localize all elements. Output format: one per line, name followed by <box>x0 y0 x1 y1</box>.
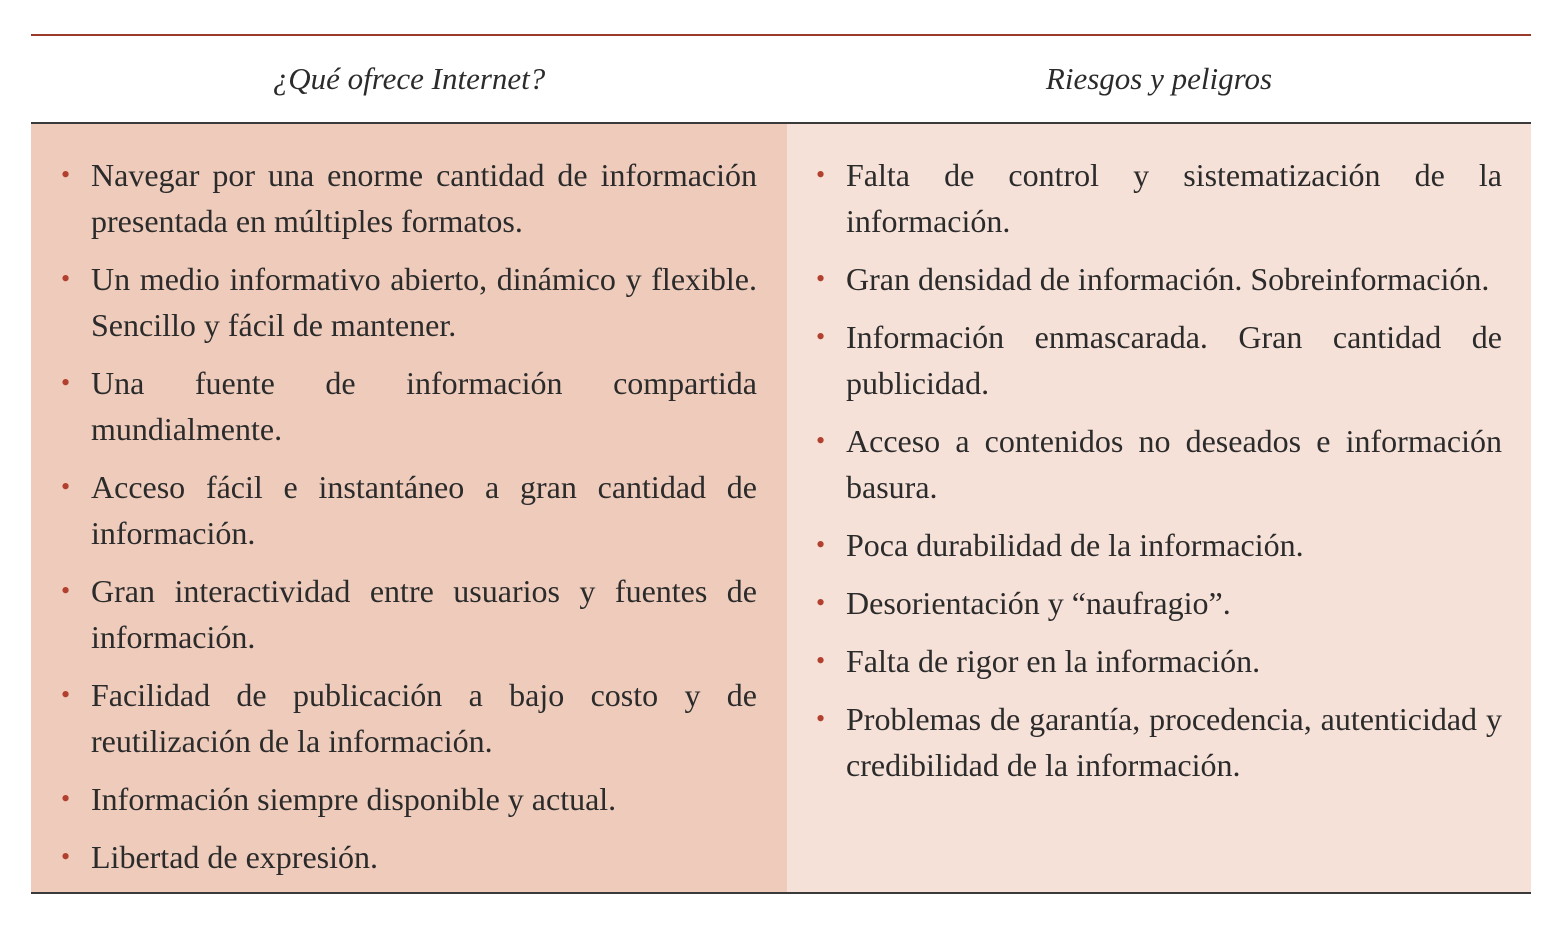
item-text: Gran interactividad entre usuarios y fuentes de información. <box>91 573 757 655</box>
bullet-icon: • <box>61 784 71 813</box>
item-text: Navegar por una enorme cantidad de información presentada en múltiples formatos. <box>91 157 757 239</box>
list-item <box>816 314 1502 406</box>
item-text: Facilidad de publicación a bajo costo y de reutilización de la información. <box>91 677 757 759</box>
list-item <box>816 256 1502 302</box>
header-risks: Riesgos y peligros <box>1045 61 1273 96</box>
list-item <box>61 152 757 244</box>
bullet-icon: • <box>816 160 826 189</box>
bullet-icon: • <box>61 368 71 397</box>
item-text: Problemas de garantía, procedencia, autenticidad y credibilidad de la información. <box>846 701 1502 783</box>
bullet-icon: • <box>61 472 71 501</box>
list-item <box>61 672 757 764</box>
list-item <box>61 568 757 660</box>
list-item <box>61 256 757 348</box>
item-text: Información enmascarada. Gran cantidad de publicidad. <box>846 319 1502 401</box>
header-offers: ¿Qué ofrece Internet? <box>272 61 546 96</box>
list-item <box>816 418 1502 510</box>
list-item <box>816 152 1502 244</box>
list-item <box>816 580 1502 626</box>
risks-list <box>816 152 1502 788</box>
list-item <box>816 696 1502 788</box>
item-text: Falta de rigor en la información. <box>846 643 1261 679</box>
bullet-icon: • <box>816 704 826 733</box>
comparison-table <box>31 34 1531 894</box>
bullet-icon: • <box>816 322 826 351</box>
bullet-icon: • <box>61 160 71 189</box>
list-item <box>61 464 757 556</box>
list-item <box>61 776 757 822</box>
item-text: Gran densidad de información. Sobreinformación. <box>846 261 1490 297</box>
bullet-icon: • <box>816 588 826 617</box>
offers-column <box>31 124 787 892</box>
body-row <box>31 124 1531 894</box>
bullet-icon: • <box>816 426 826 455</box>
bullet-icon: • <box>61 576 71 605</box>
bullet-icon: • <box>816 646 826 675</box>
item-text: Acceso fácil e instantáneo a gran cantidad de información. <box>91 469 757 551</box>
list-item <box>816 638 1502 684</box>
bullet-icon: • <box>816 530 826 559</box>
header-row <box>31 36 1531 124</box>
item-text: Acceso a contenidos no deseados e información basura. <box>846 423 1502 505</box>
item-text: Poca durabilidad de la información. <box>846 527 1304 563</box>
item-text: Información siempre disponible y actual. <box>91 781 617 817</box>
offers-list <box>61 152 757 880</box>
item-text: Una fuente de información compartida mundialmente. <box>91 365 757 447</box>
bullet-icon: • <box>61 842 71 871</box>
list-item <box>61 834 757 880</box>
item-text: Falta de control y sistematización de la información. <box>846 157 1502 239</box>
item-text: Libertad de expresión. <box>91 839 378 875</box>
item-text: Un medio informativo abierto, dinámico y flexible. Sencillo y fácil de mantener. <box>91 261 757 343</box>
list-item <box>61 360 757 452</box>
item-text: Desorientación y “naufragio”. <box>846 585 1231 621</box>
list-item <box>816 522 1502 568</box>
bullet-icon: • <box>61 680 71 709</box>
bullet-icon: • <box>61 264 71 293</box>
risks-column <box>787 124 1531 892</box>
bullet-icon: • <box>816 264 826 293</box>
